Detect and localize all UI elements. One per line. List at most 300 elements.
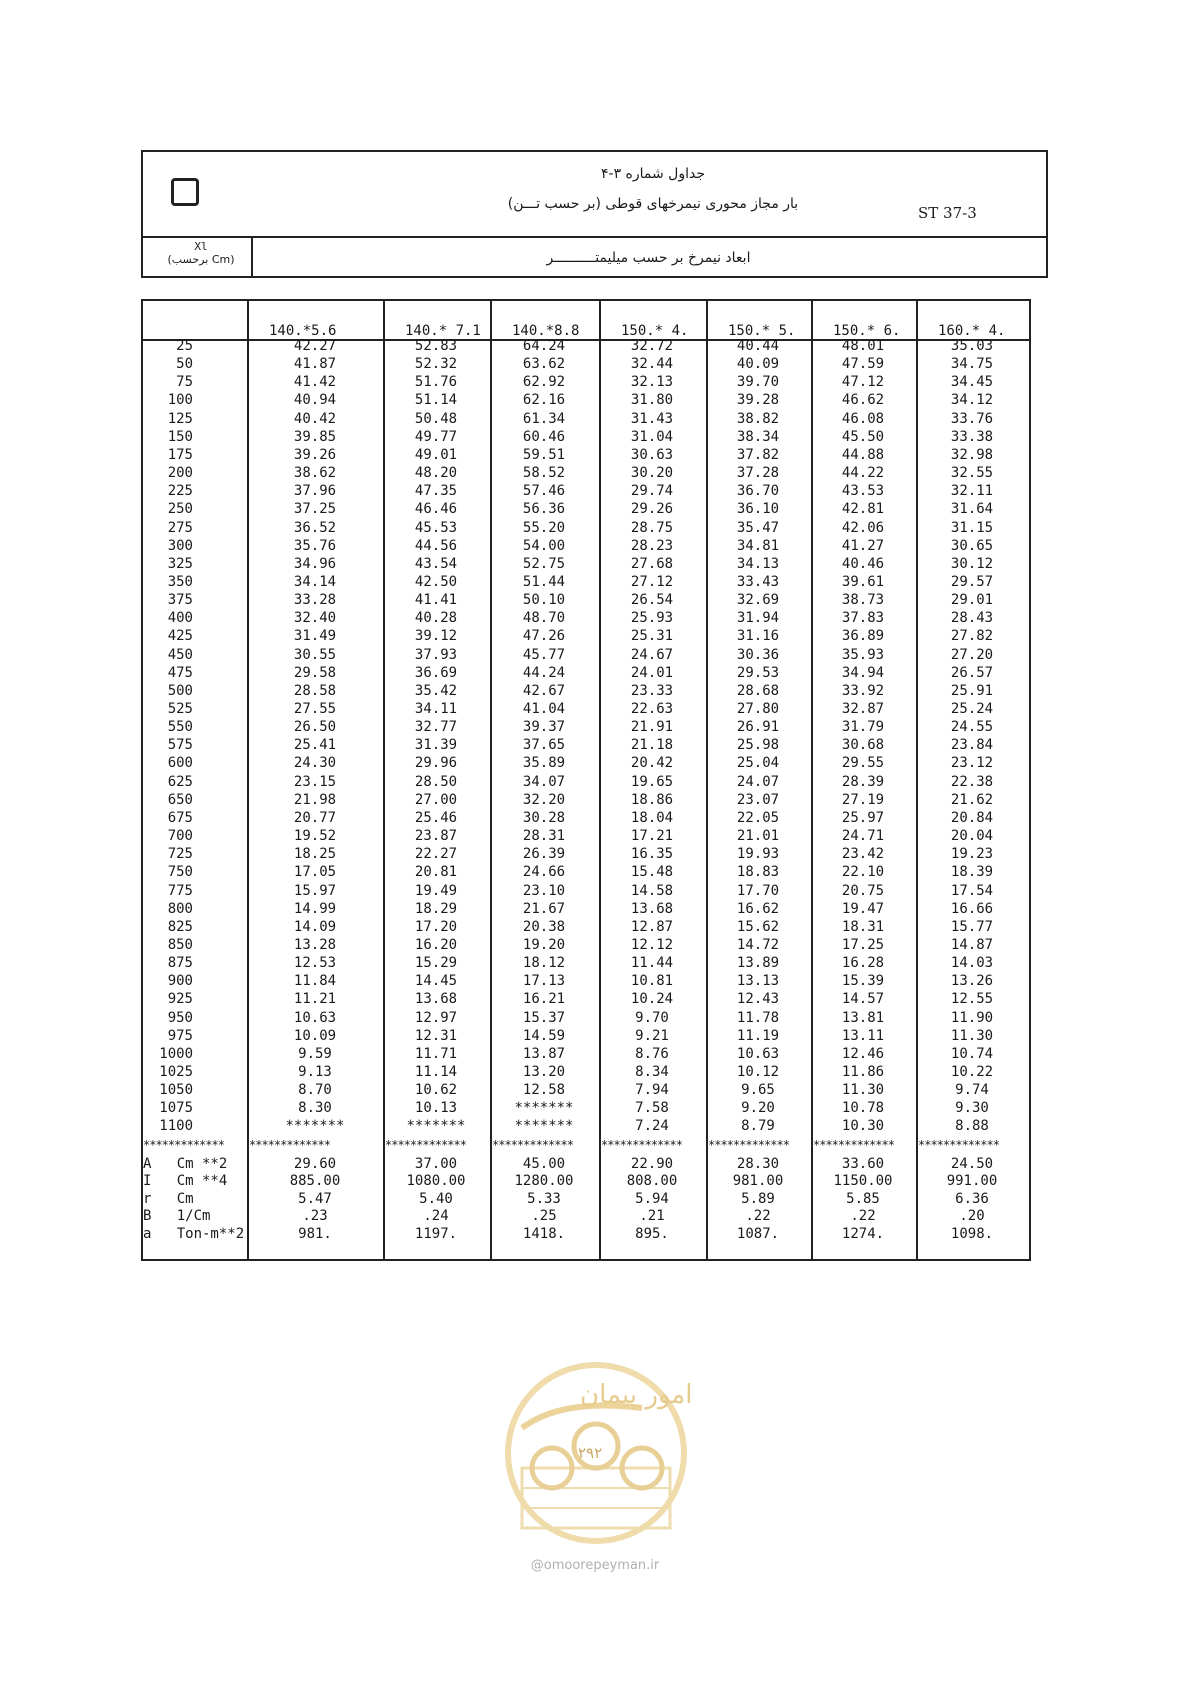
table-cell: 24.30	[293, 755, 337, 772]
property-value: 1098.	[950, 1225, 994, 1242]
table-cell: 62.16	[522, 392, 566, 409]
table-cell: 42.67	[522, 682, 566, 699]
table-cell: 9.65	[741, 1082, 775, 1099]
separator-stars: *************	[601, 1137, 682, 1152]
table-cell: 30.12	[950, 555, 994, 572]
table-cell: 46.46	[414, 501, 458, 518]
table-cell: 37.82	[736, 446, 780, 463]
table-cell: 52.32	[414, 356, 458, 373]
table-cell: 15.62	[736, 918, 780, 935]
property-value: .21	[639, 1208, 665, 1225]
row-length-label: 450	[167, 646, 193, 663]
table-cell: 23.10	[522, 882, 566, 899]
table-cell: 21.18	[630, 737, 674, 754]
table-cell: 29.57	[950, 573, 994, 590]
length-unit: (Cm برحسب)	[167, 253, 235, 266]
page-number: ۲۹۲	[578, 1444, 603, 1462]
table-cell: *******	[285, 1118, 345, 1135]
table-cell: 39.28	[736, 392, 780, 409]
property-value: .24	[423, 1208, 449, 1225]
table-cell: 33.28	[293, 592, 337, 609]
table-cell: 26.54	[630, 592, 674, 609]
table-cell: 60.46	[522, 428, 566, 445]
table-cell: 35.47	[736, 519, 780, 536]
table-cell: 52.75	[522, 555, 566, 572]
table-cell: 37.96	[293, 483, 337, 500]
table-cell: 12.31	[414, 1027, 458, 1044]
row-length-label: 600	[167, 755, 193, 772]
table-cell: 13.89	[736, 955, 780, 972]
table-cell: 7.94	[635, 1082, 669, 1099]
table-cell: 32.44	[630, 356, 674, 373]
table-cell: 25.41	[293, 737, 337, 754]
table-cell: 13.11	[841, 1027, 885, 1044]
property-label: B 1/Cm	[143, 1208, 211, 1225]
table-cell: 44.22	[841, 465, 885, 482]
table-cell: 61.34	[522, 410, 566, 427]
table-cell: 22.05	[736, 809, 780, 826]
table-cell: 31.15	[950, 519, 994, 536]
table-cell: 42.50	[414, 573, 458, 590]
table-cell: 34.94	[841, 664, 885, 681]
table-cell: 30.65	[950, 537, 994, 554]
table-cell: 43.53	[841, 483, 885, 500]
table-cell: 42.06	[841, 519, 885, 536]
table-cell: 31.64	[950, 501, 994, 518]
table-cell: 36.70	[736, 483, 780, 500]
table-cell: 29.55	[841, 755, 885, 772]
table-cell: 24.07	[736, 773, 780, 790]
column-header: 140.*8.8	[512, 323, 580, 339]
table-cell: 15.39	[841, 973, 885, 990]
table-cell: 28.43	[950, 610, 994, 627]
row-length-label: 825	[167, 918, 193, 935]
column-header: 150.* 5.	[728, 323, 796, 339]
property-value: 1150.00	[833, 1173, 893, 1190]
table-cell: 18.83	[736, 864, 780, 881]
table-cell: 20.84	[950, 809, 994, 826]
table-cell: 17.13	[522, 973, 566, 990]
table-cell: 27.55	[293, 701, 337, 717]
table-number: جداول شماره ۳-۴	[600, 166, 706, 182]
table-cell: 37.25	[293, 501, 337, 518]
table-cell: 24.67	[630, 646, 674, 663]
table-cell: 36.52	[293, 519, 337, 536]
table-cell: 10.24	[630, 991, 674, 1008]
table-cell: 18.86	[630, 791, 674, 808]
table-cell: 9.70	[635, 1009, 669, 1026]
table-cell: 39.70	[736, 374, 780, 391]
table-cell: 19.20	[522, 936, 566, 953]
row-length-label: 125	[167, 410, 193, 427]
table-cell: 48.20	[414, 465, 458, 482]
table-cell: 10.78	[841, 1100, 885, 1117]
table-cell: 35.89	[522, 755, 566, 772]
table-cell: 32.55	[950, 465, 994, 482]
table-cell: 49.77	[414, 428, 458, 445]
table-cell: 25.46	[414, 809, 458, 826]
row-length-label: 850	[167, 936, 193, 953]
column-divider	[247, 301, 249, 1259]
table-cell: 9.21	[635, 1027, 669, 1044]
table-cell: 11.30	[950, 1027, 994, 1044]
table-cell: 31.16	[736, 628, 780, 645]
row-length-label: 875	[167, 955, 193, 972]
table-cell: 10.22	[950, 1064, 994, 1080]
property-value: 37.00	[414, 1155, 458, 1172]
table-cell: 41.27	[841, 537, 885, 554]
table-cell: 32.20	[522, 791, 566, 808]
table-cell: 22.10	[841, 864, 885, 881]
dimensions-label: ابعاد نیمرخ بر حسب میلیمتــــــــــر	[546, 250, 751, 266]
table-cell: 63.62	[522, 356, 566, 373]
row-length-label: 1100	[159, 1118, 193, 1135]
table-cell: 13.68	[414, 991, 458, 1008]
table-cell: 52.83	[414, 338, 458, 354]
table-cell: 18.29	[414, 900, 458, 917]
table-cell: 40.46	[841, 555, 885, 572]
table-cell: 11.84	[293, 973, 337, 990]
table-cell: 25.98	[736, 737, 780, 754]
table-cell: 12.53	[293, 955, 337, 972]
table-cell: 33.92	[841, 682, 885, 699]
table-cell: 39.37	[522, 719, 566, 736]
table-cell: 44.56	[414, 537, 458, 554]
table-cell: 12.58	[522, 1082, 566, 1099]
table-cell: 18.12	[522, 955, 566, 972]
separator-stars: *************	[813, 1137, 894, 1152]
property-value: 981.	[298, 1225, 332, 1242]
table-cell: 25.24	[950, 701, 994, 717]
row-length-label: 525	[167, 701, 193, 717]
table-cell: 8.34	[635, 1064, 669, 1080]
table-cell: 54.00	[522, 537, 566, 554]
property-value: 1087.	[736, 1225, 780, 1242]
table-cell: *******	[514, 1100, 574, 1117]
table-cell: 14.58	[630, 882, 674, 899]
table-cell: 30.63	[630, 446, 674, 463]
table-cell: 11.78	[736, 1009, 780, 1026]
table-cell: 57.46	[522, 483, 566, 500]
table-cell: 40.28	[414, 610, 458, 627]
column-header: 160.* 4.	[938, 323, 1006, 339]
table-cell: 32.69	[736, 592, 780, 609]
table-cell: 8.70	[298, 1082, 332, 1099]
property-label: a Ton-m**2	[143, 1225, 245, 1242]
omoore-peyman-seal-logo	[492, 1358, 700, 1548]
table-cell: 23.15	[293, 773, 337, 790]
table-cell: 27.20	[950, 646, 994, 663]
row-length-label: 225	[167, 483, 193, 500]
table-cell: 27.68	[630, 555, 674, 572]
table-cell: 34.81	[736, 537, 780, 554]
table-cell: 18.31	[841, 918, 885, 935]
row-length-label: 50	[176, 356, 193, 373]
table-cell: 46.08	[841, 410, 885, 427]
table-cell: 19.49	[414, 882, 458, 899]
table-cell: 37.65	[522, 737, 566, 754]
table-cell: 27.82	[950, 628, 994, 645]
property-value: 1418.	[522, 1225, 566, 1242]
table-cell: 12.55	[950, 991, 994, 1008]
column-header: 140.* 7.1	[405, 323, 481, 339]
table-cell: 40.44	[736, 338, 780, 354]
separator-stars: *************	[249, 1137, 330, 1152]
table-cell: 15.29	[414, 955, 458, 972]
table-cell: 8.30	[298, 1100, 332, 1117]
property-value: 33.60	[841, 1155, 885, 1172]
table-cell: 39.26	[293, 446, 337, 463]
table-cell: 29.74	[630, 483, 674, 500]
table-cell: 21.01	[736, 828, 780, 845]
table-cell: 10.63	[293, 1009, 337, 1026]
row-length-label: 700	[167, 828, 193, 845]
table-cell: 35.93	[841, 646, 885, 663]
table-cell: 28.23	[630, 537, 674, 554]
table-cell: 10.81	[630, 973, 674, 990]
table-cell: 10.13	[414, 1100, 458, 1117]
table-cell: 41.41	[414, 592, 458, 609]
table-cell: 48.70	[522, 610, 566, 627]
table-cell: 8.79	[741, 1118, 775, 1135]
table-cell: 33.38	[950, 428, 994, 445]
table-cell: 12.12	[630, 936, 674, 953]
property-value: 5.89	[741, 1190, 775, 1207]
table-cell: 10.09	[293, 1027, 337, 1044]
table-cell: 17.25	[841, 936, 885, 953]
table-cell: 38.73	[841, 592, 885, 609]
property-label: I Cm **4	[143, 1173, 228, 1190]
table-cell: 12.46	[841, 1045, 885, 1062]
property-value: 45.00	[522, 1155, 566, 1172]
table-cell: 27.80	[736, 701, 780, 717]
table-cell: 34.13	[736, 555, 780, 572]
table-cell: 45.50	[841, 428, 885, 445]
table-cell: 25.97	[841, 809, 885, 826]
table-cell: 38.34	[736, 428, 780, 445]
table-cell: 16.35	[630, 846, 674, 863]
row-length-label: 1000	[159, 1045, 193, 1062]
table-cell: 11.44	[630, 955, 674, 972]
table-cell: 59.51	[522, 446, 566, 463]
table-cell: 46.62	[841, 392, 885, 409]
table-cell: 47.35	[414, 483, 458, 500]
table-cell: 34.11	[414, 701, 458, 717]
table-cell: 16.62	[736, 900, 780, 917]
table-cell: 19.93	[736, 846, 780, 863]
table-cell: 28.39	[841, 773, 885, 790]
table-cell: 21.67	[522, 900, 566, 917]
table-cell: 14.59	[522, 1027, 566, 1044]
table-cell: 31.79	[841, 719, 885, 736]
property-value: 1080.00	[406, 1173, 466, 1190]
table-cell: 19.65	[630, 773, 674, 790]
table-cell: 8.76	[635, 1045, 669, 1062]
table-cell: 20.42	[630, 755, 674, 772]
property-value: 808.00	[626, 1173, 678, 1190]
table-cell: *******	[514, 1118, 574, 1135]
table-cell: 33.76	[950, 410, 994, 427]
table-cell: 23.12	[950, 755, 994, 772]
table-cell: 24.55	[950, 719, 994, 736]
table-cell: 32.11	[950, 483, 994, 500]
table-cell: 13.87	[522, 1045, 566, 1062]
table-cell: 41.87	[293, 356, 337, 373]
table-cell: 19.23	[950, 846, 994, 863]
table-cell: 10.12	[736, 1064, 780, 1080]
table-cell: 7.58	[635, 1100, 669, 1117]
table-cell: 25.93	[630, 610, 674, 627]
table-cell: 34.12	[950, 392, 994, 409]
table-cell: 26.91	[736, 719, 780, 736]
table-cell: 23.84	[950, 737, 994, 754]
table-cell: 11.71	[414, 1045, 458, 1062]
table-cell: 36.10	[736, 501, 780, 518]
table-cell: 38.62	[293, 465, 337, 482]
table-cell: 18.25	[293, 846, 337, 863]
table-cell: 30.36	[736, 646, 780, 663]
table-cell: 9.13	[298, 1064, 332, 1080]
table-cell: 15.97	[293, 882, 337, 899]
property-value: 895.	[635, 1225, 669, 1242]
table-cell: 24.01	[630, 664, 674, 681]
seal-text: امور پیمان	[580, 1380, 693, 1410]
table-cell: 32.72	[630, 338, 674, 354]
property-value: 28.30	[736, 1155, 780, 1172]
row-length-label: 350	[167, 573, 193, 590]
table-cell: 20.38	[522, 918, 566, 935]
table-cell: 30.28	[522, 809, 566, 826]
table-cell: 13.81	[841, 1009, 885, 1026]
table-cell: 16.28	[841, 955, 885, 972]
property-value: 6.36	[955, 1190, 989, 1207]
table-cell: 21.91	[630, 719, 674, 736]
table-cell: 10.30	[841, 1118, 885, 1135]
table-cell: 18.39	[950, 864, 994, 881]
property-value: .22	[745, 1208, 771, 1225]
row-length-label: 925	[167, 991, 193, 1008]
table-cell: 34.45	[950, 374, 994, 391]
table-cell: 18.04	[630, 809, 674, 826]
table-cell: 41.04	[522, 701, 566, 717]
table-cell: 12.87	[630, 918, 674, 935]
table-cell: 32.77	[414, 719, 458, 736]
table-cell: 17.21	[630, 828, 674, 845]
table-cell: 39.12	[414, 628, 458, 645]
table-cell: 50.10	[522, 592, 566, 609]
table-cell: 20.75	[841, 882, 885, 899]
table-cell: 33.43	[736, 573, 780, 590]
property-value: 981.00	[732, 1173, 784, 1190]
table-cell: 9.20	[741, 1100, 775, 1117]
table-cell: 22.63	[630, 701, 674, 717]
table-cell: 36.69	[414, 664, 458, 681]
property-value: 29.60	[293, 1155, 337, 1172]
row-length-label: 900	[167, 973, 193, 990]
table-cell: 16.21	[522, 991, 566, 1008]
table-cell: 28.68	[736, 682, 780, 699]
table-cell: *******	[406, 1118, 466, 1135]
row-length-label: 150	[167, 428, 193, 445]
load-table	[141, 299, 1031, 1261]
table-cell: 37.83	[841, 610, 885, 627]
table-cell: 37.28	[736, 465, 780, 482]
table-cell: 11.86	[841, 1064, 885, 1080]
table-cell: 32.40	[293, 610, 337, 627]
table-cell: 41.42	[293, 374, 337, 391]
row-length-label: 650	[167, 791, 193, 808]
row-length-label: 75	[176, 374, 193, 391]
column-divider	[916, 301, 918, 1259]
table-cell: 35.03	[950, 338, 994, 354]
row-length-label: 400	[167, 610, 193, 627]
property-value: 885.00	[289, 1173, 341, 1190]
property-value: 1197.	[414, 1225, 458, 1242]
table-cell: 44.88	[841, 446, 885, 463]
row-length-label: 250	[167, 501, 193, 518]
table-cell: 34.14	[293, 573, 337, 590]
property-value: 24.50	[950, 1155, 994, 1172]
table-cell: 14.03	[950, 955, 994, 972]
table-cell: 26.57	[950, 664, 994, 681]
table-cell: 27.19	[841, 791, 885, 808]
table-cell: 36.89	[841, 628, 885, 645]
table-cell: 50.48	[414, 410, 458, 427]
table-cell: 30.20	[630, 465, 674, 482]
table-cell: 21.62	[950, 791, 994, 808]
table-cell: 64.24	[522, 338, 566, 354]
table-cell: 24.66	[522, 864, 566, 881]
row-length-label: 1025	[159, 1064, 193, 1080]
table-cell: 29.58	[293, 664, 337, 681]
table-cell: 16.66	[950, 900, 994, 917]
table-cell: 62.92	[522, 374, 566, 391]
table-cell: 45.77	[522, 646, 566, 663]
table-cell: 29.96	[414, 755, 458, 772]
table-cell: 47.12	[841, 374, 885, 391]
table-cell: 12.97	[414, 1009, 458, 1026]
property-value: 5.40	[419, 1190, 453, 1207]
table-cell: 16.20	[414, 936, 458, 953]
property-value: 22.90	[630, 1155, 674, 1172]
table-cell: 30.55	[293, 646, 337, 663]
column-header: 150.* 6.	[833, 323, 901, 339]
property-label: A Cm **2	[143, 1155, 228, 1172]
table-cell: 27.12	[630, 573, 674, 590]
table-cell: 26.39	[522, 846, 566, 863]
table-cell: 40.42	[293, 410, 337, 427]
table-cell: 31.43	[630, 410, 674, 427]
length-unit-label	[157, 240, 245, 266]
table-cell: 32.13	[630, 374, 674, 391]
table-cell: 14.09	[293, 918, 337, 935]
column-header: 140.*5.6	[269, 323, 337, 339]
table-cell: 38.82	[736, 410, 780, 427]
table-cell: 10.74	[950, 1045, 994, 1062]
table-cell: 7.24	[635, 1118, 669, 1135]
table-cell: 10.63	[736, 1045, 780, 1062]
row-length-label: 425	[167, 628, 193, 645]
table-cell: 35.76	[293, 537, 337, 554]
column-header: 150.* 4.	[621, 323, 689, 339]
table-cell: 13.13	[736, 973, 780, 990]
table-cell: 31.49	[293, 628, 337, 645]
row-length-label: 500	[167, 682, 193, 699]
table-cell: 14.87	[950, 936, 994, 953]
table-cell: 20.81	[414, 864, 458, 881]
table-cell: 42.81	[841, 501, 885, 518]
table-cell: 13.26	[950, 973, 994, 990]
